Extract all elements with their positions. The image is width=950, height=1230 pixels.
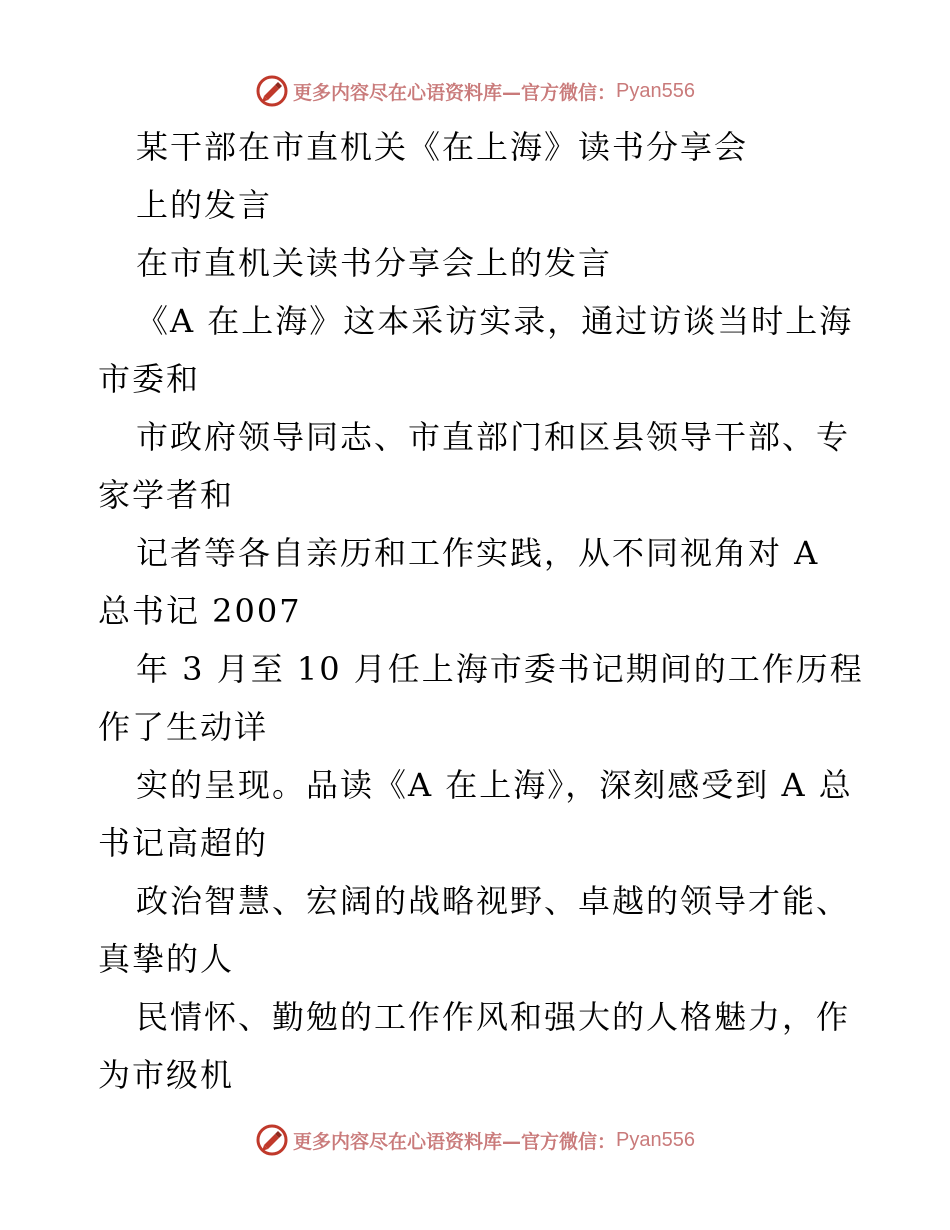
pen-circle-logo-icon xyxy=(255,1123,289,1157)
pen-circle-logo-icon xyxy=(255,74,289,108)
footer-banner-text: 更多内容尽在心语资料库—官方微信： xyxy=(293,1130,617,1153)
doc-line: 政治智慧、宏阔的战略视野、卓越的领导才能、 xyxy=(136,882,851,920)
header-banner-text: 更多内容尽在心语资料库—官方微信： xyxy=(293,81,617,104)
doc-line: 年 3 月至 10 月任上海市委书记期间的工作历程 xyxy=(136,650,864,688)
doc-line-title-2: 上的发言 xyxy=(136,186,273,224)
doc-line: 市委和 xyxy=(98,360,201,398)
doc-line: 真挚的人 xyxy=(98,940,235,978)
doc-line: 《A 在上海》这本采访实录，通过访谈当时上海 xyxy=(136,302,854,340)
doc-line-title-1: 某干部在市直机关《在上海》读书分享会 xyxy=(136,128,749,166)
doc-line: 总书记 2007 xyxy=(98,592,302,630)
doc-line: 作了生动详 xyxy=(98,708,269,746)
doc-line: 为市级机 xyxy=(98,1056,235,1094)
doc-line: 市政府领导同志、市直部门和区县领导干部、专 xyxy=(136,418,851,456)
footer-banner xyxy=(0,1120,950,1160)
header-banner xyxy=(0,71,950,111)
doc-line: 家学者和 xyxy=(98,476,235,514)
doc-line-subtitle: 在市直机关读书分享会上的发言 xyxy=(136,244,613,282)
header-wechat-id: Pyan556 xyxy=(616,79,695,102)
doc-line: 书记高超的 xyxy=(98,824,269,862)
footer-wechat-id: Pyan556 xyxy=(616,1128,695,1151)
doc-line: 实的呈现。品读《A 在上海》，深刻感受到 A 总 xyxy=(136,766,853,804)
doc-line: 记者等各自亲历和工作实践，从不同视角对 A xyxy=(136,534,820,572)
doc-line: 民情怀、勤勉的工作作风和强大的人格魅力，作 xyxy=(136,998,851,1036)
